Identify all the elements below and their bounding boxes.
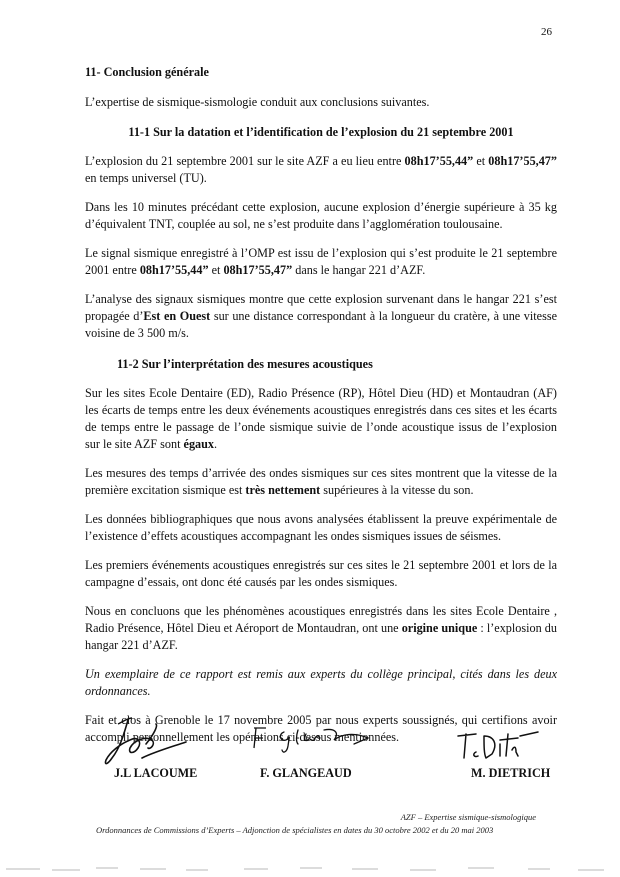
closing-paragraph: Fait et clos à Grenoble le 17 novembre 2005 par nous experts soussignés, qui certifions avoir accompli personnellement les opérations ci-dessus mentionnées. xyxy=(85,713,557,744)
signature-glangeaud xyxy=(250,722,380,758)
signatory-name-1: J.L LACOUME xyxy=(114,766,198,780)
paragraph-omp-signal: Le signal sismique enregistré à l’OMP est issu de l’explosion qui s’est produite le 21 septembre 2001 entre 08h17’55,44” et 08h17’55,47” dans le hangar 221 d’AZF. xyxy=(85,246,557,277)
footer-line-2: Ordonnances de Commissions d’Experts – Adjonction de spécialistes en dates du 30 octobre 2002 et du 20 mai 2003 xyxy=(96,825,494,835)
signatory-name-3: M. DIETRICH xyxy=(471,766,551,780)
paragraph-propagation: L’analyse des signaux sismiques montre que cette explosion survenant dans le hangar 221 s’est propagée d’Est en Ouest sur une distance correspondant à la longueur du cratère, à une vitesse voisine de 3 500 m/s. xyxy=(85,292,557,340)
scan-noise-strip xyxy=(0,865,620,873)
subsection-title-1: 11-1 Sur la datation et l’identification de l’explosion du 21 septembre 2001 xyxy=(128,125,514,139)
paragraph-no-prior-explosion: Dans les 10 minutes précédant cette explosion, aucune explosion d’énergie supérieure à 35 kg d’équivalent TNT, couplée au sol, ne s’est produite dans l’agglomération toulousaine. xyxy=(85,200,557,231)
signature-dietrich xyxy=(454,724,544,768)
paragraph-conclusion: Nous en concluons que les phénomènes acoustiques enregistrés dans les sites Ecole Dentaire , Radio Présence, Hôtel Dieu et Aéroport de Montaudran, ont une origine unique : l’explosion du hangar 221 d’AZF. xyxy=(85,604,557,652)
footer-line-1: AZF – Expertise sismique-sismologique xyxy=(400,812,536,822)
paragraph-explosion-time: L’explosion du 21 septembre 2001 sur le site AZF a eu lieu entre 08h17’55,44” et 08h17’55,47” en temps universel (TU). xyxy=(85,154,557,185)
intro-paragraph: L’expertise de sismique-sismologie conduit aux conclusions suivantes. xyxy=(85,95,430,109)
subsection-title-2: 11-2 Sur l’interprétation des mesures acoustiques xyxy=(117,357,373,371)
paragraph-arrival-times: Les mesures des temps d’arrivée des ondes sismiques sur ces sites montrent que la vitesse de la première excitation sismique est très nettement supérieures à la vitesse du son. xyxy=(85,466,557,497)
paragraph-bibliography: Les données bibliographiques que nous avons analysées établissent la preuve expérimentale de l’existence d’effets acoustiques accompagnant les ondes sismiques issues de séismes. xyxy=(85,512,557,543)
italic-note: Un exemplaire de ce rapport est remis aux experts du collège principal, cités dans les deux ordonnances. xyxy=(85,667,557,698)
signatory-name-2: F. GLANGEAUD xyxy=(260,766,352,780)
section-title: 11- Conclusion générale xyxy=(85,65,209,79)
paragraph-first-events: Les premiers événements acoustiques enregistrés sur ces sites le 21 septembre 2001 et lors de la campagne d’essais, ont donc été causés par les ondes sismiques. xyxy=(85,558,557,589)
document-body xyxy=(85,64,557,758)
paragraph-sites: Sur les sites Ecole Dentaire (ED), Radio Présence (RP), Hôtel Dieu (HD) et Montaudran (AF) les écarts de temps entre les deux événements acoustiques enregistrés dans ces sites et les écarts de temps entre le passage de l’onde sismique suivie de l’onde acoustique issus de l’explosion sur le site AZF sont égaux. xyxy=(85,386,557,451)
page-number: 26 xyxy=(541,26,552,38)
